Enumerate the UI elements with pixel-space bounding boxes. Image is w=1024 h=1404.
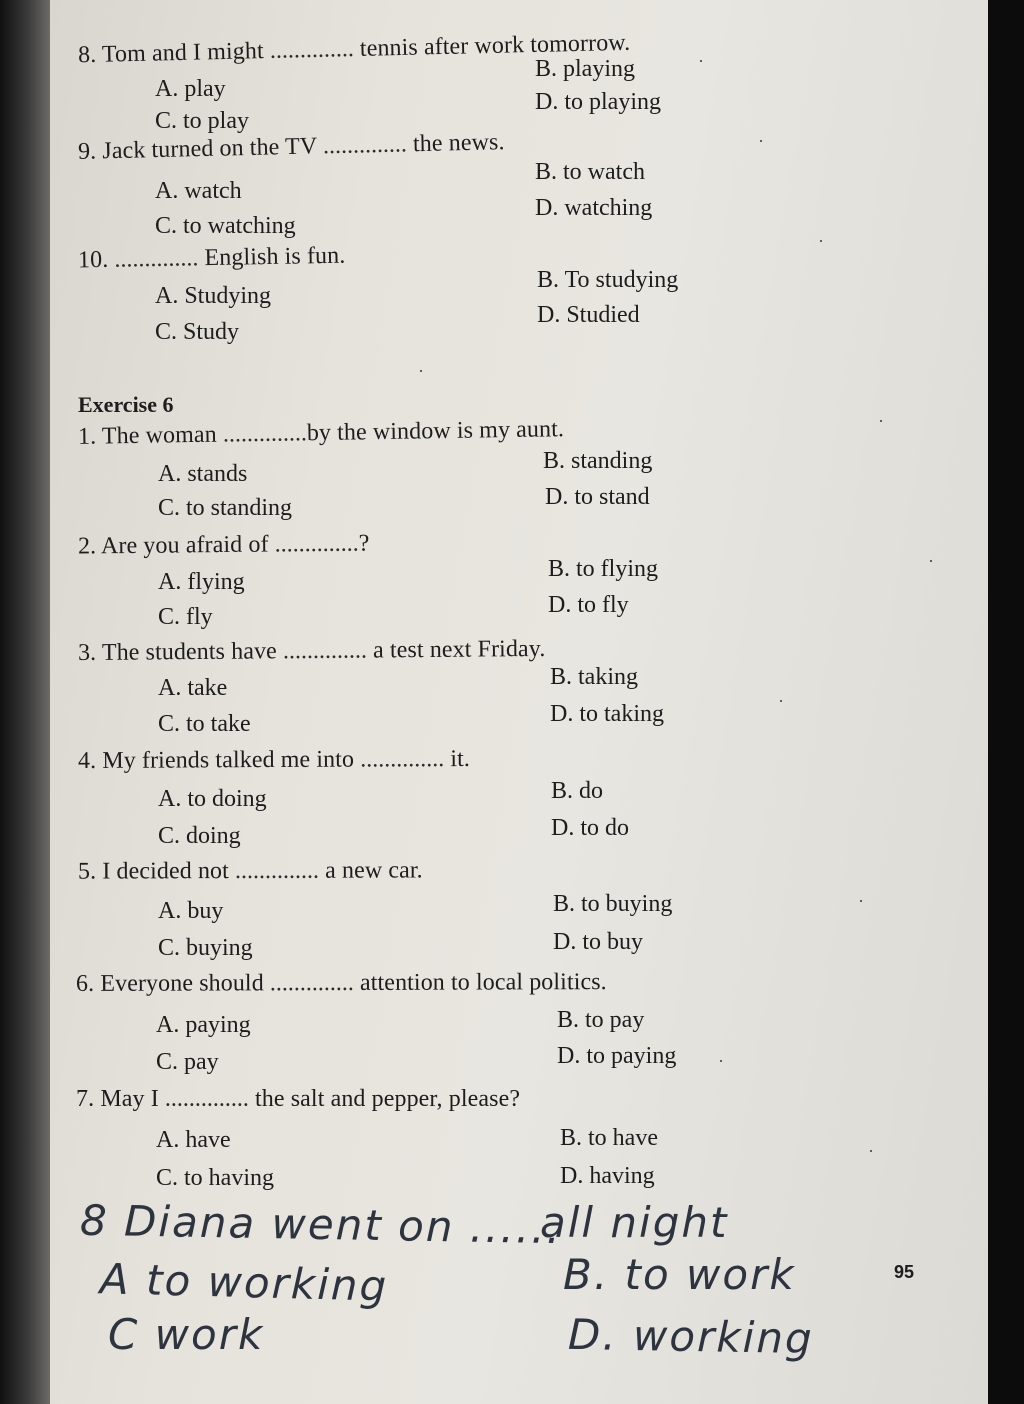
exercise-6-title: Exercise 6 [78, 392, 174, 417]
ex6-question-3: 3. The students have .............. a test next Friday. [77, 635, 546, 667]
ex6-option-4b[interactable]: B. do [551, 778, 604, 804]
ex6-option-5c[interactable]: C. buying [158, 935, 253, 961]
option-8b[interactable]: B. playing [535, 56, 635, 82]
ex6-question-1: 1. The woman ..............by the window is my aunt. [77, 416, 565, 450]
ex6-option-2d[interactable]: D. to fly [548, 592, 629, 618]
ex6-option-6c[interactable]: C. pay [156, 1049, 219, 1075]
ex6-question-5: 5. I decided not .............. a new car. [77, 857, 423, 885]
background-edge [988, 0, 1024, 1404]
ex6-option-3b[interactable]: B. taking [550, 664, 638, 690]
handwritten-question-8-end: all night [540, 1198, 729, 1247]
option-9c[interactable]: C. to watching [155, 213, 296, 239]
ex6-option-4c[interactable]: C. doing [158, 823, 241, 849]
option-10a[interactable]: A. Studying [155, 283, 272, 309]
ex6-option-2c[interactable]: C. fly [158, 604, 213, 630]
speck [860, 900, 862, 902]
question-10: 10. .............. English is fun. [77, 242, 346, 274]
speck [870, 1150, 872, 1152]
ex6-option-4d[interactable]: D. to do [551, 815, 629, 841]
ex6-option-3a[interactable]: A. take [158, 675, 228, 701]
speck [720, 1060, 722, 1062]
speck [420, 370, 422, 372]
speck [700, 60, 702, 62]
ex6-question-7: 7. May I .............. the salt and pepper, please? [76, 1086, 521, 1112]
ex6-question-6: 6. Everyone should .............. attention to local politics. [75, 969, 607, 997]
option-8c[interactable]: C. to play [155, 108, 249, 134]
ex6-option-6b[interactable]: B. to pay [557, 1007, 645, 1033]
option-8d[interactable]: D. to playing [535, 89, 661, 115]
ex6-option-2a[interactable]: A. flying [158, 569, 245, 595]
ex6-option-1a[interactable]: A. stands [158, 461, 248, 487]
ex6-option-7c[interactable]: C. to having [156, 1165, 274, 1191]
handwritten-question-8: 8 Diana went on ...... [79, 1195, 563, 1254]
speck [930, 560, 932, 562]
ex6-option-7a[interactable]: A. have [156, 1127, 231, 1153]
ex6-option-6d[interactable]: D. to paying [557, 1043, 677, 1069]
worksheet-page [50, 0, 990, 1404]
option-10b[interactable]: B. To studying [537, 267, 679, 293]
handwritten-option-a[interactable]: A to working [99, 1254, 389, 1311]
question-9: 9. Jack turned on the TV .............. the news. [77, 129, 505, 165]
ex6-option-7b[interactable]: B. to have [560, 1125, 658, 1151]
ex6-option-3d[interactable]: D. to taking [550, 701, 664, 727]
speck [780, 700, 782, 702]
speck [760, 140, 762, 142]
ex6-option-5a[interactable]: A. buy [158, 898, 224, 924]
handwritten-option-c[interactable]: C work [108, 1310, 265, 1359]
ex6-question-2: 2. Are you afraid of ..............? [77, 530, 370, 560]
ex6-option-3c[interactable]: C. to take [158, 711, 251, 737]
speck [880, 420, 882, 422]
ex6-option-7d[interactable]: D. having [560, 1163, 655, 1189]
option-9d[interactable]: D. watching [535, 195, 653, 221]
ex6-option-1c[interactable]: C. to standing [158, 495, 293, 521]
book-spine-shadow [0, 0, 50, 1404]
ex6-option-5b[interactable]: B. to buying [553, 891, 673, 917]
option-8a[interactable]: A. play [155, 76, 226, 102]
ex6-question-4: 4. My friends talked me into .............. it. [77, 745, 471, 775]
ex6-option-1b[interactable]: B. standing [543, 448, 653, 474]
ex6-option-5d[interactable]: D. to buy [553, 929, 643, 955]
page-number: 95 [894, 1262, 915, 1282]
handwritten-option-d[interactable]: D. working [567, 1309, 815, 1364]
option-9b[interactable]: B. to watch [535, 159, 645, 185]
option-9a[interactable]: A. watch [155, 178, 242, 204]
option-10c[interactable]: C. Study [155, 319, 240, 345]
ex6-option-4a[interactable]: A. to doing [158, 786, 267, 812]
question-8: 8. Tom and I might .............. tennis after work tomorrow. [77, 29, 631, 69]
ex6-option-2b[interactable]: B. to flying [548, 556, 659, 582]
handwritten-option-b[interactable]: B. to work [563, 1250, 796, 1299]
ex6-option-1d[interactable]: D. to stand [545, 484, 650, 510]
option-10d[interactable]: D. Studied [537, 302, 640, 328]
ex6-option-6a[interactable]: A. paying [156, 1012, 251, 1038]
speck [820, 240, 822, 242]
